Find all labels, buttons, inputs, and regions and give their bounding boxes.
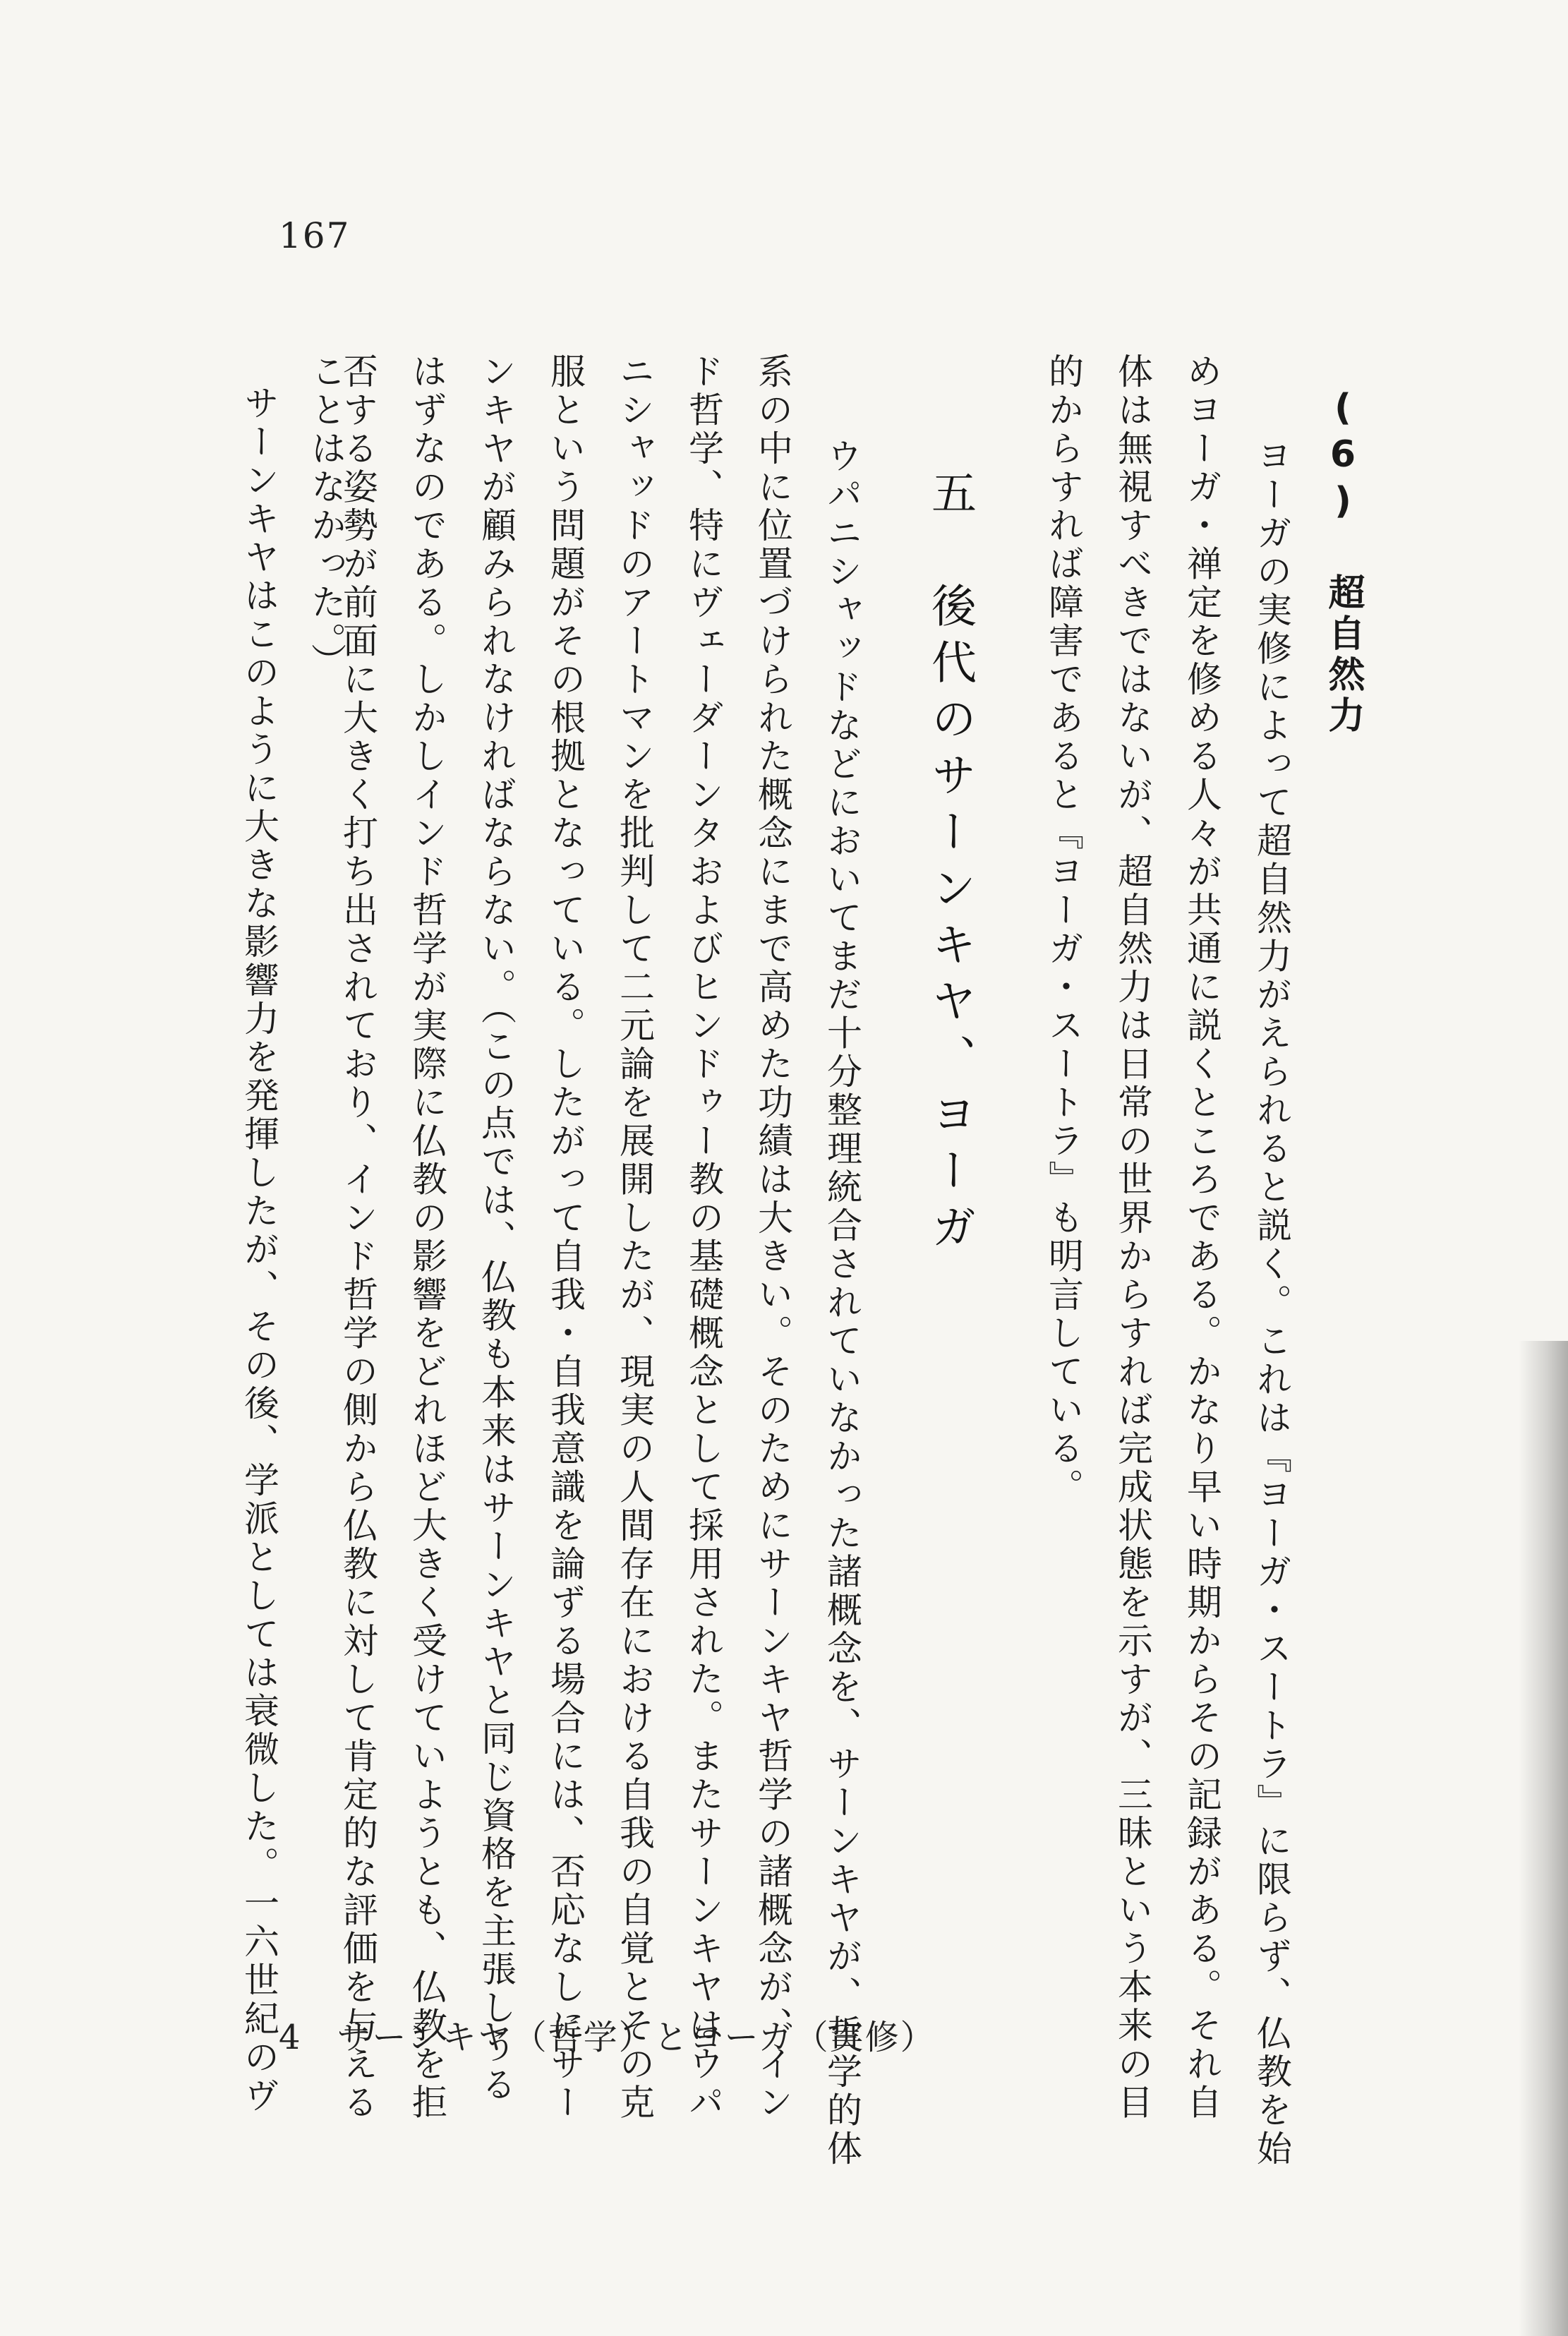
section5-line-3: ド哲学、特にヴェーダーンタおよびヒンドゥー教の基礎概念として採用された。またサーンキヤはウパ: [683, 353, 724, 2122]
scan-shadow-edge: [1519, 1341, 1568, 2336]
section6-line-3: 体は無視すべきではないが、超自然力は日常の世界からすれば完成状態を示すが、三昧という本来の目: [1112, 353, 1153, 2122]
section6-line-2: めヨーガ・禅定を修める人々が共通に説くところである。かなり早い時期からその記録がある。それ自: [1181, 353, 1222, 2122]
section5-line-9: ことはなかった。）: [306, 353, 346, 682]
section-title: 五 後代のサーンキヤ、ヨーガ: [924, 469, 976, 1260]
section-heading-6: (6) 超自然力: [1322, 387, 1364, 737]
section6-line-1: ヨーガの実修によって超自然力がえられると説く。これは『ヨーガ・スートラ』に限らず、仏教を始: [1251, 438, 1292, 2169]
section5-line-2: 系の中に位置づけられた概念にまで高めた功績は大きい。そのためにサーンキヤ哲学の諸概念が、イン: [752, 353, 793, 2122]
section5-line-10: サーンキヤはこのように大きな影響力を発揮したが、その後、学派としては衰微した。一六世紀のヴ: [239, 385, 279, 2116]
section5-line-8: 否する姿勢が前面に大きく打ち出されており、インド哲学の側から仏教に対して肯定的な評価を与える: [337, 353, 378, 2122]
running-footer: 4 サーンキヤ（哲学）とヨーガ（実修）: [279, 2018, 936, 2057]
section5-line-4: ニシャッドのアートマンを批判して二元論を展開したが、現実の人間存在における自我の自覚とその克: [614, 353, 655, 2122]
section5-line-1: ウパニシャッドなどにおいてまだ十分整理統合されていなかった諸概念を、サーンキヤが、哲学的体: [821, 438, 862, 2169]
section6-line-4: 的からすれば障害であると『ヨーガ・スートラ』も明言している。: [1043, 353, 1084, 1507]
page-number: 167: [279, 215, 351, 256]
section5-line-6: ンキヤが顧みられなければならない。（この点では、仏教も本来はサーンキヤと同じ資格を主張しうる: [476, 353, 517, 2105]
section5-line-7: はずなのである。しかしインド哲学が実際に仏教の影響をどれほど大きく受けていようとも、仏教を拒: [406, 353, 447, 2122]
section5-line-5: 服という問題がその根拠となっている。したがって自我・自我意識を論ずる場合には、否応なしにサー: [545, 353, 586, 2122]
